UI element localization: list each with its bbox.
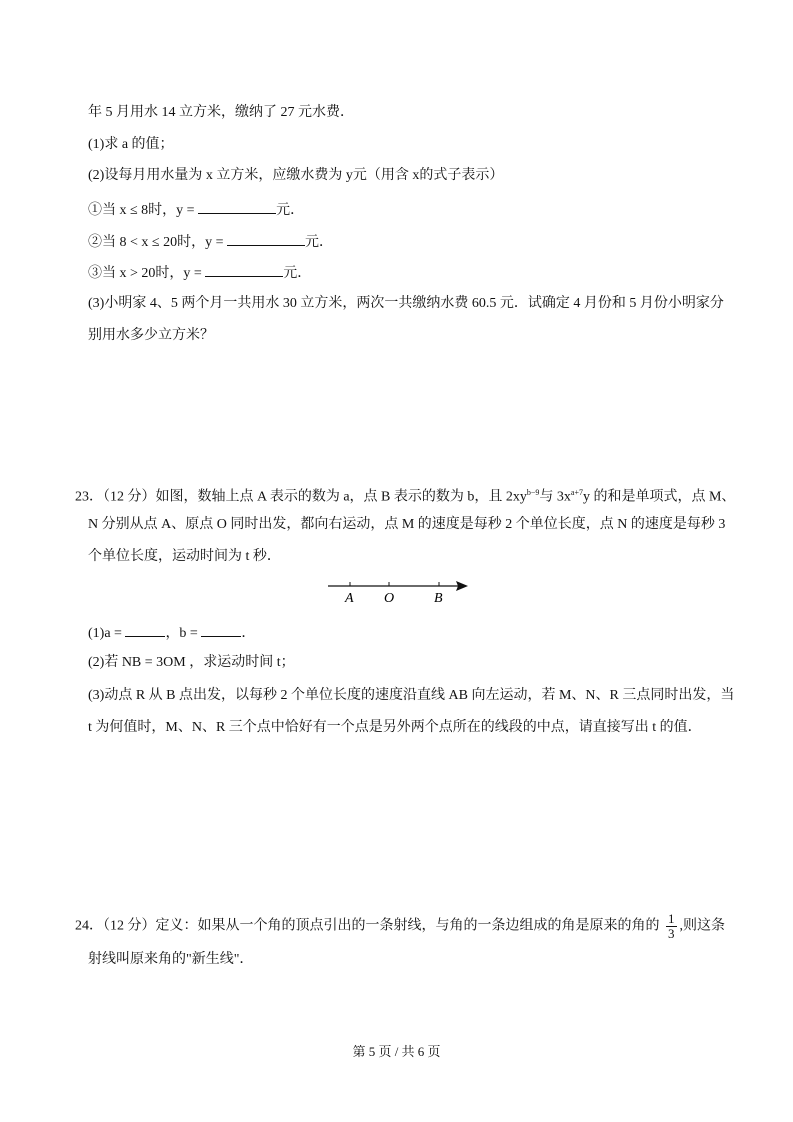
- q23-part3-line2: t 为何值时，M、N、R 三个点中恰好有一个点是另外两个点所在的线段的中点，请直接写出 t 的值．: [88, 720, 702, 735]
- label-a: A: [345, 591, 354, 606]
- q22-part3-line2: 别用水多少立方米？: [88, 328, 214, 343]
- q22-case2: [88, 231, 333, 252]
- q23-line3: 个单位长度，运动时间为 t 秒．: [88, 549, 281, 564]
- q23-text: 与 3x: [539, 489, 571, 505]
- q22-part3-line1: (3)小明家 4、5 两个月一共用水 30 立方米，两次一共缴纳水费 60.5 元．试确定 4 月份和 5 月份小明家分: [88, 296, 724, 311]
- denominator: 3: [668, 926, 675, 941]
- exponent: b−9: [526, 488, 540, 497]
- number-line-figure: [320, 576, 480, 606]
- q23-line2: N 分别从点 A、原点 O 同时出发，都向右运动，点 M 的速度是每秒 2 个单位长度，点 N 的速度是每秒 3: [88, 517, 726, 532]
- q24-line1: [75, 912, 725, 941]
- answer-blank: [227, 231, 305, 246]
- q24-text: ,则这条: [679, 918, 725, 934]
- text: ．: [241, 626, 256, 641]
- q22-text-line: 年 5 月用水 14 立方米，缴纳了 27 元水费．: [88, 105, 354, 120]
- q23-part3-line1: (3)动点 R 从 B 点出发，以每秒 2 个单位长度的速度沿直线 AB 向左运动，若 M、N、R 三点同时出发，当: [88, 688, 735, 703]
- q23-line1: [75, 484, 735, 507]
- exponent: a+7: [570, 488, 583, 497]
- q24-text: 24．（12 分）定义：如果从一个角的顶点引出的一条射线，与角的一条边组成的角是原来的角的: [75, 918, 660, 934]
- q22-part2: (2)设每月用水量为 x 立方米，应缴水费为 y元（用含 x的式子表示）: [88, 168, 504, 183]
- text: (1)a =: [88, 626, 122, 641]
- answer-blank: [125, 622, 165, 637]
- case2-text: ②当 8 < x ≤ 20时，y =: [88, 235, 224, 250]
- unit: 元．: [276, 203, 305, 218]
- q23-part1: [88, 622, 255, 643]
- q22-case1: [88, 199, 304, 220]
- page-footer: 第 5 页 / 共 6 页: [352, 1044, 441, 1059]
- q23-part2: (2)若 NB = 3OM ，求运动时间 t；: [88, 655, 295, 670]
- q23-text: y 的和是单项式，点 M、: [582, 489, 736, 505]
- answer-blank: [201, 622, 241, 637]
- fraction-one-third: [666, 912, 677, 941]
- q22-case3: [88, 262, 311, 283]
- numerator: 1: [668, 911, 675, 926]
- q24-line2: 射线叫原来角的"新生线"．: [88, 952, 254, 967]
- case1-text: ①当 x ≤ 8时，y =: [88, 203, 195, 218]
- text: ，b =: [165, 626, 198, 641]
- answer-blank: [205, 262, 283, 277]
- case3-text: ③当 x > 20时，y =: [88, 266, 202, 281]
- unit: 元．: [304, 235, 333, 250]
- unit: 元．: [283, 266, 312, 281]
- answer-blank: [198, 199, 276, 214]
- q22-part1: (1)求 a 的值；: [88, 137, 174, 152]
- label-o: O: [384, 591, 395, 606]
- q23-text: 23．（12 分）如图，数轴上点 A 表示的数为 a，点 B 表示的数为 b，且 2xy: [75, 489, 527, 505]
- label-b: B: [434, 591, 443, 606]
